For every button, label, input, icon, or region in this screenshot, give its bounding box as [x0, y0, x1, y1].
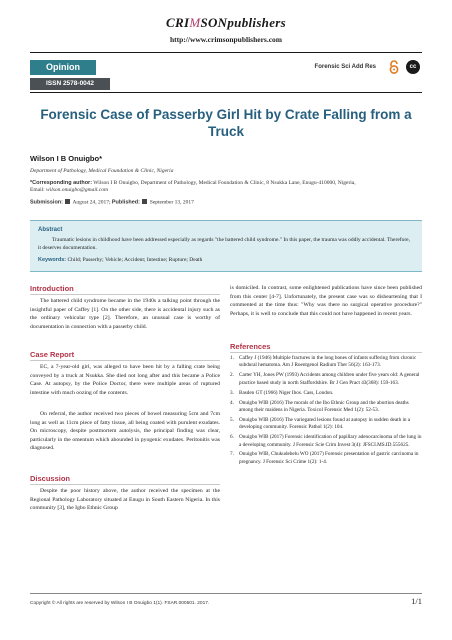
case-report-heading: Case Report	[30, 350, 75, 359]
reference-item[interactable]	[230, 434, 422, 449]
corresponding-author-label: *Corresponding author:	[30, 180, 93, 186]
discussion-heading: Discussion	[30, 474, 71, 483]
page-number: 1/1	[411, 596, 422, 606]
submission-date: August 24, 2017;	[71, 199, 111, 206]
reference-number: 3.	[230, 389, 234, 396]
introduction-heading: Introduction	[30, 284, 74, 293]
reference-list	[230, 355, 422, 469]
open-access-icon	[388, 60, 400, 74]
reference-number: 7.	[230, 451, 234, 458]
keywords-label: Keywords:	[38, 257, 67, 263]
reference-item[interactable]	[230, 400, 422, 415]
reference-item[interactable]	[230, 451, 422, 466]
article-type-badge: Opinion	[30, 60, 96, 75]
reference-text: Onuigbo WIB (2017) Forensic identification of papillary adenocarcinoma of the lung in a developing community. J Forensic Scie Crim Invest 3(4): JFSCI.MS.ID.555625.	[239, 434, 422, 448]
reference-text: Caffey J (1946) Multiple fractures in the long bones of infants suffering from chronic subdural hematoma. Am J Roentgenol Radium Ther 56(2): 163-173.	[239, 355, 417, 369]
heading-rule	[230, 352, 422, 353]
author-name: Wilson I B Onuigbo*	[30, 154, 103, 163]
reference-number: 6.	[230, 434, 234, 441]
publisher-url[interactable]: http://www.crimsonpublishers.com	[169, 35, 283, 44]
footer-rule	[30, 593, 422, 594]
header-rule	[30, 52, 422, 53]
publisher-logo[interactable]	[0, 15, 452, 31]
keywords	[38, 257, 414, 263]
published-date: September 13, 2017	[148, 199, 194, 206]
issn-badge: ISSN 2578-0042	[30, 78, 110, 90]
article-dates	[30, 199, 194, 206]
journal-name: Forensic Sci Add Res	[314, 64, 376, 70]
reference-item[interactable]	[230, 417, 422, 432]
logo-text-suffix: SONpublishers	[200, 15, 286, 30]
published-label: Published:	[111, 199, 141, 206]
creative-commons-icon: cc	[406, 60, 420, 74]
calendar-icon	[65, 199, 70, 204]
submission-label: Submission:	[30, 199, 64, 206]
abstract-heading: Abstract	[38, 227, 63, 233]
abstract-box	[30, 220, 422, 272]
logo-text-prefix: CRI	[166, 15, 190, 30]
reference-text: Carter YH, Jones PW (1993) Accidents among children under five years old: A general practice based study in north Staffordshire. Br J Gen Pract 43(368): 159-163.	[239, 372, 420, 386]
case-report-paragraph-2: On referral, the author received two pieces of bowel measuring 5cm and 7cm long as well as 11cm piece of fatty tissue, all being coated with purulent exudates. On microscopy, despite postmortem autolysis, the principal finding was clear, particularly in the omentum which abounded in pyogenic exudates. Peritonitis was diagnosed.	[30, 411, 220, 452]
references-heading: References	[230, 342, 271, 351]
author-affiliation: Department of Pathology, Medical Foundation & Clinic, Nigeria	[30, 168, 174, 174]
reference-item[interactable]	[230, 355, 422, 370]
reference-text: Basden GT (1966) Niger Ibos. Cass, London.	[239, 389, 334, 396]
introduction-paragraph: The battered child syndrome became in the 1940s a talking point through the insightful paper of Caffey [1]. On the other side, there is accidental injury such as the ordinary vehicular type [2]. Therefore, an unusual case is worthy of documentation in connection with a passerby child.	[30, 298, 220, 330]
corresponding-author-address: Wilson I B Onuigbo, Department of Pathology, Medical Foundation & Clinic, 8 Nsukka Lane, Enugu-410000, Nigeria,	[92, 180, 356, 186]
discussion-paragraph: Despite the poor history above, the author received the specimen at the Regional Pathology Laboratory situated at Enugu in South Eastern Nigeria. In this community [3], the Igbo Ethnic Group	[30, 488, 220, 512]
reference-number: 4.	[230, 399, 234, 406]
keywords-list: Child; Passerby; Vehicle; Accident; Intestine; Rupture; Death	[66, 257, 203, 263]
reference-text: Onuigbo WIB (2016) The variegated lesions found at autopsy in sudden death in a developing community. Forensic Pathol 1(2): 104.	[239, 416, 411, 431]
reference-item[interactable]	[230, 372, 422, 387]
author-email-link[interactable]: wilson.onuigbo@gmail.com	[46, 187, 108, 193]
article-title: Forensic Case of Passerby Girl Hit by Crate Falling from a Truck	[40, 107, 412, 139]
logo-text-mid: M	[189, 15, 201, 30]
reference-text: Onuigbo WIB, Chukudebelu WO (2017) Forensic presentation of gastric carcinoma in pregnancy. J Forensic Sci Crime 1(2): 1-4.	[239, 451, 419, 465]
heading-rule	[30, 294, 220, 295]
reference-item[interactable]	[230, 390, 422, 397]
discussion-continued-paragraph: is domiciled. In contrast, some enlightened publications have since been published from this center [4-7]. Unfortunately, the present case was so disheartening that I commented at the time thus: "Why was there no surgical operative procedure?" Perhaps, it is well to conclude that this could not have happened in recent years.	[230, 285, 422, 317]
header-bottom-rule	[30, 92, 422, 93]
calendar-icon	[142, 199, 147, 204]
abstract-text: Traumatic lesions in childhood have been addressed especially as regards "the battered child syndrome." In this paper, the trauma was oddly accidental. Therefore, it deserves documentation.	[38, 237, 410, 251]
reference-number: 5.	[230, 416, 234, 423]
email-label: Email:	[30, 187, 47, 193]
reference-text: Onuigbo WIB (2016) The morals of the Ibo Ethnic Group and the abortion deaths among their maidens in Nigeria. Toxicol Forensic Med 1(2): 52-53.	[239, 399, 409, 413]
heading-rule	[30, 360, 220, 361]
reference-number: 1.	[230, 355, 234, 361]
copyright-notice: Copyright © All rights are reserved by Wilson I B Onuigbo 1(1). FSAR.000501. 2017.	[30, 601, 210, 606]
corresponding-author	[30, 180, 422, 194]
reference-number: 2.	[230, 372, 234, 379]
heading-rule	[30, 484, 220, 485]
case-report-paragraph-1: EC, a 7-year-old girl, was alleged to have been hit by a falling crate being conveyed by a truck at Nsukka. She died not long after and this became a Police Case. At autopsy, by the Police Doctor, there were multiple areas of ruptured intestine with much oozing of the contents.	[30, 364, 220, 396]
